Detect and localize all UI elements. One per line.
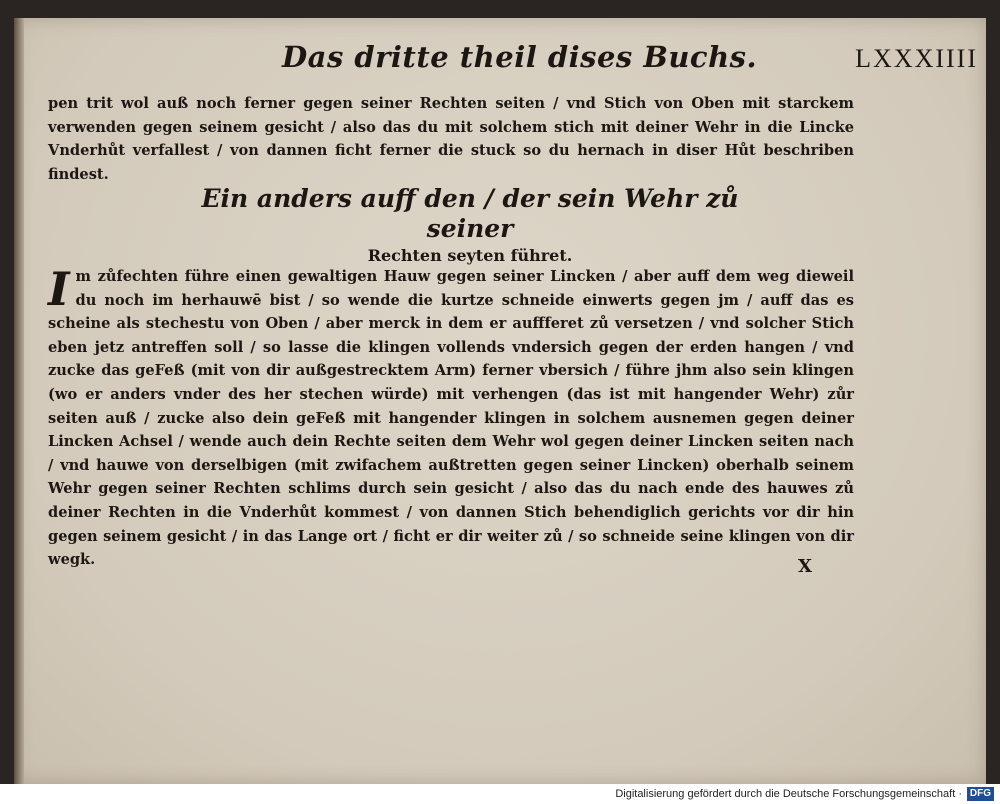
section-heading (190, 184, 750, 268)
section-body-text: m zůfechten führe einen gewaltigen Hauw gegen seiner Lincken / aber auff dem weg dieweil du noch im herhauwē bist / so wende die kurtze schneide einwerts gegen jm / auff das es scheine als stechestu von Oben / aber merck in dem er auffferet zů versetzen / vnd solcher Stich eben jetz antreffen soll / so lasse die klingen vollends vndersich gegen der erden hangen / vnd zucke das geFeß (mit von dir außgestrecktem Arm) ferner vbersich / führe jhm also sein klingen (wo er anders vnder des her stechen würde) mit verhengen (das ist mit hangender Wehr) zůr seiten auß / zucke also dein geFeß mit hangender klingen in solchem ausnemen gegen deiner Lincken Achsel / wende auch dein Rechte seiten dem Wehr wol gegen deiner Lincken seiten nach / vnd hauwe von derselbigen (mit zwifachem außtretten gegen seiner Lincken) oberhalb seinem Wehr gegen seiner Rechten schlims durch sein gesicht / also das du nach ende des hauwes zů deiner Rechten in die Vnderhůt kommest / von dannen Stich behendiglich gerichts vor dir hin gegen seinem gesicht / in das Lange ort / ficht er dir weiter zů / so schneide seine klingen von dir wegk. (48, 268, 854, 569)
section-heading-line2: Rechten seyten führet. (367, 246, 573, 265)
section-paragraph (48, 262, 854, 572)
catchword: X (798, 556, 812, 577)
folio-number: LXXXIIII (855, 44, 978, 73)
dfg-logo: DFG (967, 787, 994, 801)
decorated-initial: I (48, 262, 70, 316)
continuation-paragraph: pen trit wol auß noch ferner gegen seiner Rechten seiten / vnd Stich von Oben mit starckem verwenden gegen seinem gesicht / also das du mit solchem stich mit deiner Wehr in die Lincke Vnderhůt verfallest / von dannen ficht ferner die stuck so du hernach in diser Hůt beschriben findest. (48, 95, 854, 183)
running-head: Das dritte theil dises Buchs. (282, 40, 758, 74)
page-gutter (14, 18, 24, 784)
section-heading-line1: Ein anders auff den / der sein Wehr zů seiner (201, 184, 739, 243)
footer-credit: Digitalisierung gefördert durch die Deutsche Forschungsgemeinschaft · (615, 788, 962, 800)
